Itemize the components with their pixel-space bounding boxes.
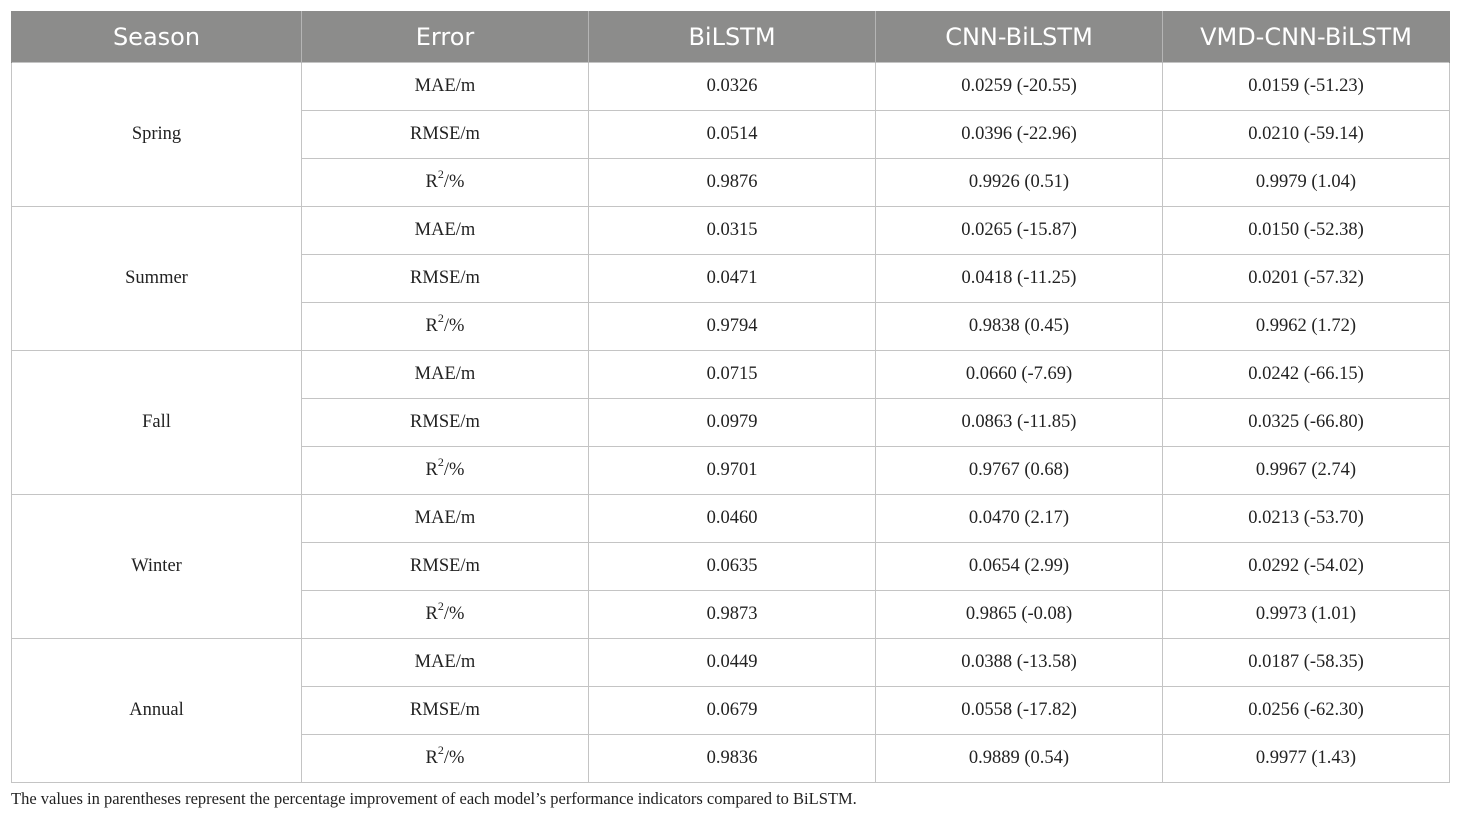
error-metric-cell bbox=[302, 207, 589, 255]
vmd-cnn-bilstm-value-cell: 0.0325 (-66.80) bbox=[1163, 399, 1450, 447]
error-metric-cell bbox=[302, 543, 589, 591]
season-cell: Fall bbox=[12, 351, 302, 495]
season-cell: Winter bbox=[12, 495, 302, 639]
error-metric-unit: /% bbox=[443, 748, 465, 768]
cnn-bilstm-value-cell: 0.0470 (2.17) bbox=[876, 495, 1163, 543]
vmd-cnn-bilstm-value-cell: 0.9979 (1.04) bbox=[1163, 159, 1450, 207]
cnn-bilstm-value-cell: 0.0660 (-7.69) bbox=[876, 351, 1163, 399]
error-metric-unit: /% bbox=[443, 604, 465, 624]
vmd-cnn-bilstm-value-cell: 0.0292 (-54.02) bbox=[1163, 543, 1450, 591]
cnn-bilstm-value-cell: 0.0259 (-20.55) bbox=[876, 63, 1163, 111]
table-row bbox=[12, 495, 1450, 543]
error-metric-cell bbox=[302, 639, 589, 687]
error-metric-superscript: 2 bbox=[437, 598, 444, 613]
table-row bbox=[12, 639, 1450, 687]
error-metric-cell bbox=[302, 255, 589, 303]
cnn-bilstm-value-cell: 0.0863 (-11.85) bbox=[876, 399, 1163, 447]
error-metric-label: RMSE/m bbox=[410, 124, 480, 144]
header-error: Error bbox=[302, 12, 589, 63]
cnn-bilstm-value-cell: 0.9767 (0.68) bbox=[876, 447, 1163, 495]
season-cell: Summer bbox=[12, 207, 302, 351]
error-metric-cell bbox=[302, 111, 589, 159]
header-row bbox=[12, 12, 1450, 63]
vmd-cnn-bilstm-value-cell: 0.0150 (-52.38) bbox=[1163, 207, 1450, 255]
error-metric-cell bbox=[302, 735, 589, 783]
error-metric-superscript: 2 bbox=[437, 742, 444, 757]
error-metric-cell bbox=[302, 495, 589, 543]
bilstm-value-cell: 0.9701 bbox=[589, 447, 876, 495]
error-metric-label: MAE/m bbox=[414, 220, 476, 240]
error-metric-label: R bbox=[425, 172, 438, 192]
bilstm-value-cell: 0.0315 bbox=[589, 207, 876, 255]
error-metric-cell bbox=[302, 687, 589, 735]
vmd-cnn-bilstm-value-cell: 0.0242 (-66.15) bbox=[1163, 351, 1450, 399]
bilstm-value-cell: 0.9873 bbox=[589, 591, 876, 639]
cnn-bilstm-value-cell: 0.0265 (-15.87) bbox=[876, 207, 1163, 255]
bilstm-value-cell: 0.0326 bbox=[589, 63, 876, 111]
table-footnote: The values in parentheses represent the percentage improvement of each model’s performance indicators compared to BiLSTM. bbox=[11, 789, 857, 808]
vmd-cnn-bilstm-value-cell: 0.0187 (-58.35) bbox=[1163, 639, 1450, 687]
bilstm-value-cell: 0.0679 bbox=[589, 687, 876, 735]
header-season: Season bbox=[12, 12, 302, 63]
cnn-bilstm-value-cell: 0.0418 (-11.25) bbox=[876, 255, 1163, 303]
table-body bbox=[12, 63, 1450, 783]
error-metric-unit: /% bbox=[443, 172, 465, 192]
bilstm-value-cell: 0.0635 bbox=[589, 543, 876, 591]
bilstm-value-cell: 0.0460 bbox=[589, 495, 876, 543]
cnn-bilstm-value-cell: 0.0388 (-13.58) bbox=[876, 639, 1163, 687]
bilstm-value-cell: 0.0715 bbox=[589, 351, 876, 399]
error-comparison-table bbox=[11, 11, 1450, 783]
header-vmd-cnn-bilstm: VMD-CNN-BiLSTM bbox=[1163, 12, 1450, 63]
table-container bbox=[11, 11, 1449, 783]
table-row bbox=[12, 63, 1450, 111]
cnn-bilstm-value-cell: 0.9838 (0.45) bbox=[876, 303, 1163, 351]
error-metric-cell bbox=[302, 447, 589, 495]
table-row bbox=[12, 351, 1450, 399]
error-metric-label: R bbox=[425, 316, 438, 336]
error-metric-label: MAE/m bbox=[414, 76, 476, 96]
cnn-bilstm-value-cell: 0.9926 (0.51) bbox=[876, 159, 1163, 207]
error-metric-superscript: 2 bbox=[437, 454, 444, 469]
bilstm-value-cell: 0.0979 bbox=[589, 399, 876, 447]
cnn-bilstm-value-cell: 0.0654 (2.99) bbox=[876, 543, 1163, 591]
error-metric-label: RMSE/m bbox=[410, 556, 480, 576]
error-metric-label: RMSE/m bbox=[410, 268, 480, 288]
error-metric-label: R bbox=[425, 604, 438, 624]
error-metric-unit: /% bbox=[443, 316, 465, 336]
header-cnn-bilstm: CNN-BiLSTM bbox=[876, 12, 1163, 63]
error-metric-label: RMSE/m bbox=[410, 700, 480, 720]
vmd-cnn-bilstm-value-cell: 0.9973 (1.01) bbox=[1163, 591, 1450, 639]
header-bilstm: BiLSTM bbox=[589, 12, 876, 63]
bilstm-value-cell: 0.9794 bbox=[589, 303, 876, 351]
error-metric-label: R bbox=[425, 748, 438, 768]
vmd-cnn-bilstm-value-cell: 0.0213 (-53.70) bbox=[1163, 495, 1450, 543]
vmd-cnn-bilstm-value-cell: 0.9977 (1.43) bbox=[1163, 735, 1450, 783]
error-metric-unit: /% bbox=[443, 460, 465, 480]
error-metric-label: RMSE/m bbox=[410, 412, 480, 432]
error-metric-cell bbox=[302, 63, 589, 111]
error-metric-label: MAE/m bbox=[414, 652, 476, 672]
vmd-cnn-bilstm-value-cell: 0.0201 (-57.32) bbox=[1163, 255, 1450, 303]
cnn-bilstm-value-cell: 0.9865 (-0.08) bbox=[876, 591, 1163, 639]
error-metric-cell bbox=[302, 399, 589, 447]
vmd-cnn-bilstm-value-cell: 0.9962 (1.72) bbox=[1163, 303, 1450, 351]
bilstm-value-cell: 0.0471 bbox=[589, 255, 876, 303]
table-row bbox=[12, 207, 1450, 255]
bilstm-value-cell: 0.0449 bbox=[589, 639, 876, 687]
cnn-bilstm-value-cell: 0.0396 (-22.96) bbox=[876, 111, 1163, 159]
vmd-cnn-bilstm-value-cell: 0.0159 (-51.23) bbox=[1163, 63, 1450, 111]
bilstm-value-cell: 0.9876 bbox=[589, 159, 876, 207]
error-metric-superscript: 2 bbox=[437, 310, 444, 325]
season-cell: Annual bbox=[12, 639, 302, 783]
vmd-cnn-bilstm-value-cell: 0.9967 (2.74) bbox=[1163, 447, 1450, 495]
cnn-bilstm-value-cell: 0.0558 (-17.82) bbox=[876, 687, 1163, 735]
cnn-bilstm-value-cell: 0.9889 (0.54) bbox=[876, 735, 1163, 783]
error-metric-label: MAE/m bbox=[414, 364, 476, 384]
error-metric-cell bbox=[302, 303, 589, 351]
bilstm-value-cell: 0.0514 bbox=[589, 111, 876, 159]
bilstm-value-cell: 0.9836 bbox=[589, 735, 876, 783]
error-metric-label: MAE/m bbox=[414, 508, 476, 528]
vmd-cnn-bilstm-value-cell: 0.0256 (-62.30) bbox=[1163, 687, 1450, 735]
error-metric-superscript: 2 bbox=[437, 166, 444, 181]
vmd-cnn-bilstm-value-cell: 0.0210 (-59.14) bbox=[1163, 111, 1450, 159]
error-metric-cell bbox=[302, 351, 589, 399]
error-metric-label: R bbox=[425, 460, 438, 480]
error-metric-cell bbox=[302, 159, 589, 207]
error-metric-cell bbox=[302, 591, 589, 639]
season-cell: Spring bbox=[12, 63, 302, 207]
